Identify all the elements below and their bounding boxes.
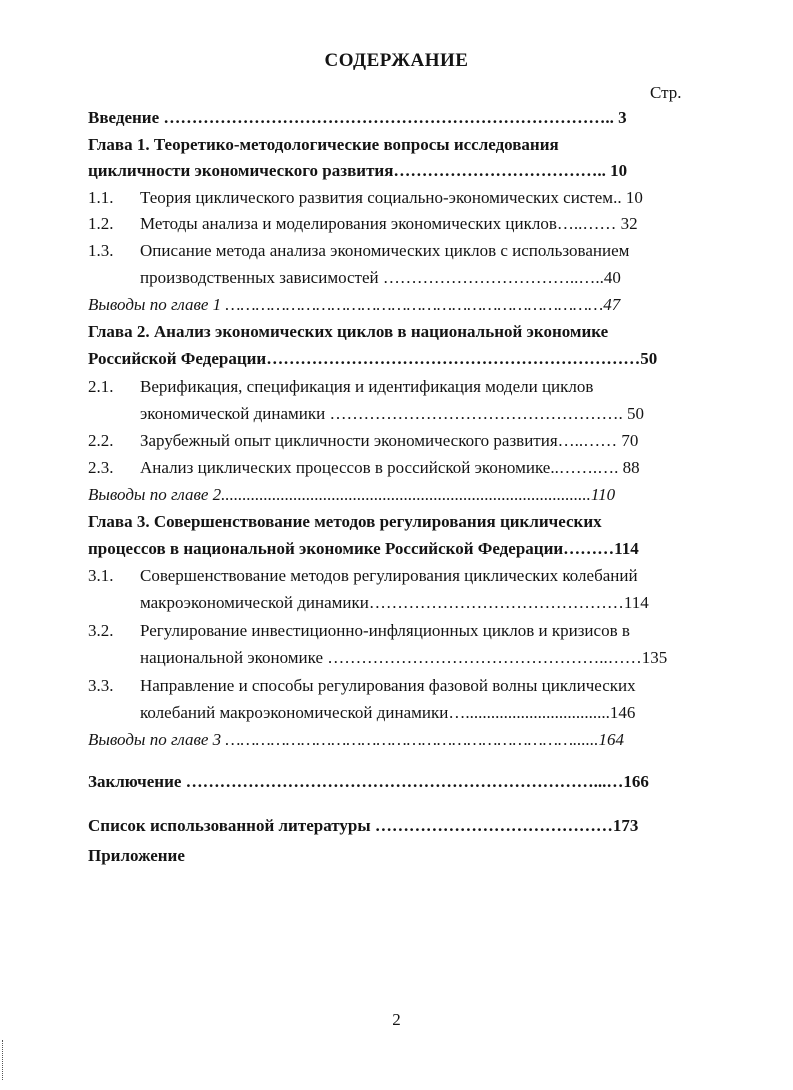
- toc-section-number: 2.2.: [88, 431, 114, 450]
- page-number: 2: [392, 1010, 401, 1029]
- toc-section-number: 2.1.: [88, 377, 114, 396]
- toc-section-3-2-line-1: Регулирование инвестиционно-инфляционных циклов и кризисов в: [140, 621, 630, 640]
- toc-section-number: 1.3.: [88, 241, 114, 260]
- toc-entry-conclusion: Заключение ………………………………………………………………...…166: [88, 772, 649, 791]
- toc-conclusions-chapter-3: Выводы по главе 3 ……………………………………………………………......164: [88, 730, 625, 749]
- toc-section-number: 1.1.: [88, 188, 114, 207]
- toc-section-number: 3.2.: [88, 621, 114, 640]
- toc-chapter-3-line-2: процессов в национальной экономике Российской Федерации………114: [88, 539, 639, 558]
- toc-section-number: 3.3.: [88, 676, 114, 695]
- toc-section-1-3-line-1: Описание метода анализа экономических циклов с использованием: [140, 241, 630, 260]
- toc-section-3-2-line-2: национальной экономике …………………………………………..……135: [140, 648, 668, 667]
- page-title: СОДЕРЖАНИЕ: [324, 50, 469, 71]
- toc-chapter-3-line-1: Глава 3. Совершенствование методов регулирования циклических: [88, 512, 602, 531]
- toc-chapter-2-line-2: Российской Федерации…………………………………………………………50: [88, 349, 658, 368]
- toc-section-1-3-line-2: производственных зависимостей ……………………………..…..40: [140, 268, 621, 287]
- toc-conclusions-chapter-1: Выводы по главе 1 …………………………………………………………………47: [88, 295, 621, 314]
- toc-entry-references: Список использованной литературы ……………………………………173: [88, 816, 639, 835]
- toc-section-3-1-line-1: Совершенствование методов регулирования циклических колебаний: [140, 566, 638, 585]
- toc-section-2-1-line-2: экономической динамики ……………………………………………. 50: [140, 404, 644, 423]
- scan-margin-mark: [2, 1040, 6, 1080]
- toc-section-number: 2.3.: [88, 458, 114, 477]
- toc-section-number: 1.2.: [88, 214, 114, 233]
- toc-entry-intro: Введение …………………………………………………………………….. 3: [88, 108, 627, 127]
- toc-section-1-2: Методы анализа и моделирования экономических циклов…..…… 32: [140, 214, 638, 233]
- toc-chapter-2-line-1: Глава 2. Анализ экономических циклов в национальной экономике: [88, 322, 609, 341]
- toc-chapter-1-line-1: Глава 1. Теоретико-методологические вопросы исследования: [88, 135, 559, 154]
- toc-entry-appendix: Приложение: [88, 846, 185, 865]
- toc-section-3-3-line-2: колебаний макроэкономической динамики…..................................146: [140, 703, 636, 722]
- toc-section-2-3: Анализ циклических процессов в российской экономике..…….…. 88: [140, 458, 640, 477]
- toc-conclusions-chapter-2: Выводы по главе 2.......................................................................................110: [88, 485, 616, 504]
- toc-section-3-1-line-2: макроэкономической динамики………………………………………114: [140, 593, 649, 612]
- toc-section-3-3-line-1: Направление и способы регулирования фазовой волны циклических: [140, 676, 636, 695]
- toc-chapter-1-line-2: цикличности экономического развития……………………………….. 10: [88, 161, 628, 180]
- toc-section-number: 3.1.: [88, 566, 114, 585]
- toc-section-2-2: Зарубежный опыт цикличности экономического развития…..…… 70: [140, 431, 639, 450]
- page-column-header: Стр.: [650, 83, 682, 102]
- toc-section-2-1-line-1: Верификация, спецификация и идентификация модели циклов: [140, 377, 594, 396]
- toc-section-1-1: Теория циклического развития социально-экономических систем.. 10: [140, 188, 643, 207]
